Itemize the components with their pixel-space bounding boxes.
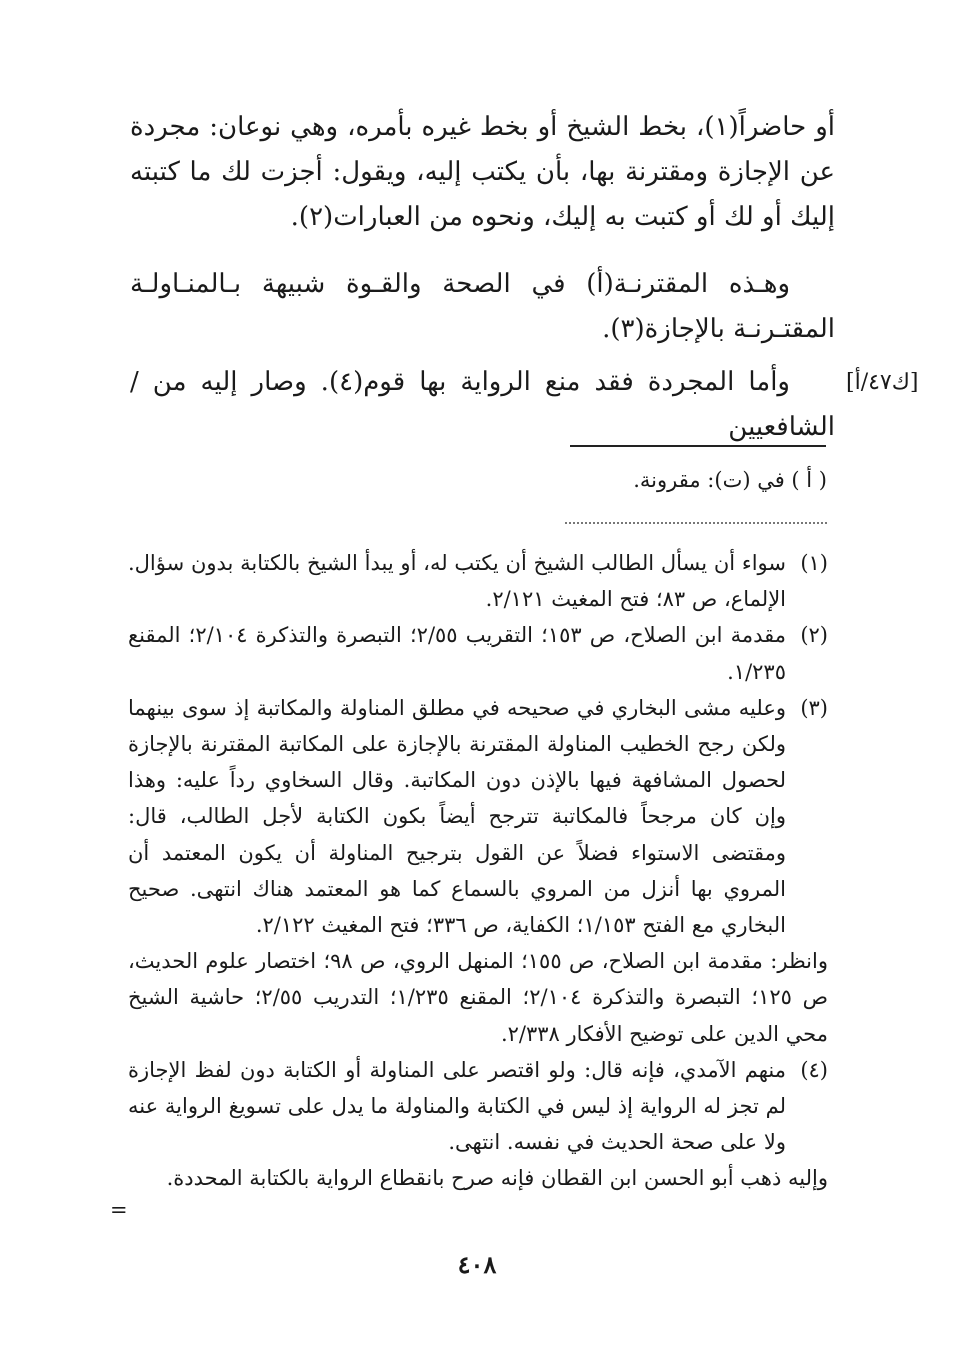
footnote-text: منهم الآمدي، فإنه قال: ولو اقتصر على المناولة أو الكتابة دون لفظ الإجازة لم تجز له الرواية إذ ليس في الكتابة والمناولة ما يدل على تسويغ الرواية عنه ولا على صحة الحديث في نفسه. انتهى.	[128, 1057, 786, 1155]
footnote-text: وعليه مشى البخاري في صحيحه في مطلق المناولة والمكاتبة إذ سوى بينهما ولكن رجح الخطيب المناولة المقترنة بالإجازة على المكاتبة المقترنة بالإجازة لحصول المشافهة فيها بالإذن دون المكاتبة. وقال السخاوي رداً عليه: وهذا وإن كان مرجحاً فالمكاتبة تترجح أيضاً بكون الكتابة لأجل الطالب، قال: ومقتضى الاستواء فضلاً عن القول بترجيح المناولة أن يكون المعتمد أن المروي بها أنزل من المروي بالسماع كما هو المعتمد هناك انتهى. صحيح البخاري مع الفتح ١/١٥٣؛ الكفاية، ص ٣٣٦؛ فتح المغيث ٢/١٢٢.	[128, 695, 786, 938]
footnote-text: سواء أن يسأل الطالب الشيخ أن يكتب له، أو يبدأ الشيخ بالكتابة بدون سؤال. الإلماع، ص ٨٣؛ فتح المغيث ٢/١٢١.	[128, 551, 786, 612]
footnote-number: (١)	[800, 551, 828, 575]
footnote-text: مقدمة ابن الصلاح، ص ١٥٣؛ التقريب ٢/٥٥؛ التبصرة والتذكرة ٢/١٠٤؛ المقنع ١/٢٣٥.	[128, 623, 786, 684]
paragraph-1-text: أو حاضراً(١)، بخط الشيخ أو بخط غيره بأمره، وهي نوعان: مجردة عن الإجازة ومقترنة بها، بأن يكتب إليه، ويقول: أجزت لك ما كتبته إليك أو لك أو كتبت به إليك، ونحوه من العبارات(٢).	[130, 112, 835, 232]
footnote-3-continuation: وانظر: مقدمة ابن الصلاح، ص ١٥٥؛ المنهل الروي، ص ٩٨؛ اختصار علوم الحديث، ص ١٢٥؛ التبصرة والتذكرة ٢/١٠٤؛ المقنع ١/٢٣٥؛ التدريب ٢/٥٥؛ حاشية الشيخ محي الدين على توضيح الأفكار ٢/٣٣٨.	[128, 949, 828, 1046]
footnote-3	[128, 690, 828, 943]
dotted-separator	[565, 522, 827, 524]
page-number: ٤٠٨	[457, 1250, 497, 1279]
footnote-4	[128, 1052, 828, 1161]
footnotes-list	[128, 545, 828, 1197]
footnote-number: (٢)	[800, 623, 828, 648]
continuation-mark: =	[110, 1198, 128, 1222]
paragraph-2-text: وهـذه المقترنـة(أ) في الصحة والقـوة شبيهة بـالمنـاولـة المقتـرنـة بالإجازة(٣).	[130, 269, 835, 344]
footnote-number: (٤)	[800, 1057, 828, 1082]
footnote-1	[128, 545, 828, 617]
footnote-separator	[570, 445, 826, 447]
main-paragraph-3	[130, 360, 835, 450]
main-paragraph-2	[130, 262, 835, 352]
footnote-2	[128, 617, 828, 689]
paragraph-3-text: وأما المجردة فقد منع الرواية بها قوم(٤). وصار إليه من / الشافعيين	[130, 367, 835, 442]
footnote-number: (٣)	[800, 695, 828, 720]
main-paragraph-1	[130, 105, 835, 240]
variant-footnote: ( أ ) في (ت): مقرونة.	[633, 468, 827, 492]
footnote-4-continuation: وإليه ذهب أبو الحسن ابن القطان فإنه صرح بانقطاع الرواية بالكتابة المحددة.	[166, 1166, 828, 1191]
manuscript-folio-marker: [ك٤٧/أ]	[846, 370, 919, 395]
